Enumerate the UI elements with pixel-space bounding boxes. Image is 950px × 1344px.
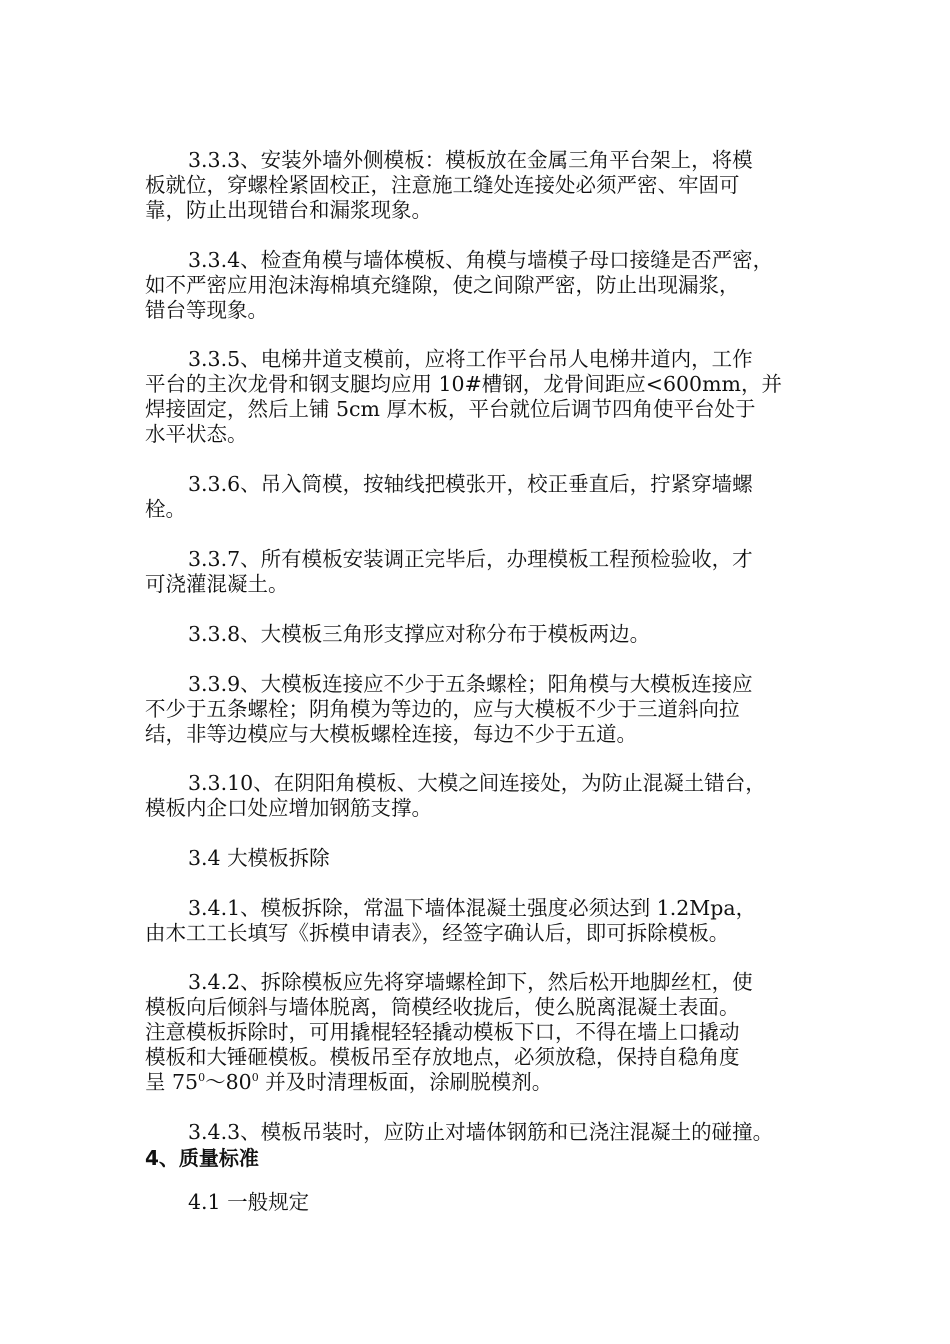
text-line: 模板和大锤砸模板。模板吊至存放地点，必须放稳，保持自稳角度: [145, 1045, 740, 1069]
text-line: 3.4.2、拆除模板应先将穿墙螺栓卸下，然后松开地脚丝杠，使: [188, 970, 753, 994]
paragraph-3-3-3: [145, 148, 813, 223]
text-line: 靠，防止出现错台和漏浆现象。: [145, 198, 432, 222]
text-line: 3.3.7、所有模板安装调正完毕后，办理模板工程预检验收，才: [188, 547, 753, 571]
text-line: 3.3.5、电梯井道支模前，应将工作平台吊人电梯井道内，工作: [188, 347, 753, 371]
section-heading-4: 4、质量标准: [145, 1146, 259, 1170]
paragraph-3-4-3: [145, 1120, 813, 1145]
text-line: 错台等现象。: [145, 298, 268, 322]
text-segment: 并及时清理板面，涂刷脱模剂。: [258, 1070, 553, 1094]
paragraph-3-3-8: [145, 622, 813, 647]
paragraph-3-3-9: [145, 672, 813, 747]
text-line: 注意模板拆除时，可用撬棍轻轻撬动模板下口，不得在墙上口撬动: [145, 1020, 740, 1044]
text-line: 板就位，穿螺栓紧固校正，注意施工缝处连接处必须严密、牢固可: [145, 173, 740, 197]
paragraph-3-3-6: [145, 472, 813, 522]
paragraph-3-3-10: [145, 771, 813, 821]
text-segment: ～80: [205, 1070, 252, 1094]
text-line: 结，非等边模应与大模板螺栓连接，每边不少于五道。: [145, 722, 637, 746]
paragraph-3-4-1: [145, 896, 813, 946]
text-line: 3.4.1、模板拆除，常温下墙体混凝土强度必须达到 1.2Mpa，: [188, 896, 757, 920]
text-line: 焊接固定，然后上铺 5cm 厚木板，平台就位后调节四角使平台处于: [145, 397, 756, 421]
text-line: 3.3.10、在阴阳角模板、大模之间连接处，为防止混凝土错台，: [188, 771, 766, 795]
subsection-title: 4.1 一般规定: [188, 1190, 310, 1214]
degree-superscript: 0: [251, 1071, 259, 1084]
text-line: 3.3.3、安装外墙外侧模板：模板放在金属三角平台架上，将模: [188, 148, 753, 172]
text-line: [145, 1070, 813, 1095]
text-line: 平台的主次龙骨和钢支腿均应用 10#槽钢，龙骨间距应<600mm，并: [145, 372, 782, 396]
text-line: 3.3.6、吊入筒模，按轴线把模张开，校正垂直后，拧紧穿墙螺: [188, 472, 753, 496]
text-line: 模板向后倾斜与墙体脱离，筒模经收拢后，使么脱离混凝土表面。: [145, 995, 740, 1019]
text-line: 3.3.9、大模板连接应不少于五条螺栓；阳角模与大模板连接应: [188, 672, 753, 696]
text-line: 模板内企口处应增加钢筋支撑。: [145, 796, 432, 820]
paragraph-4-1: [145, 1190, 813, 1215]
subsection-title: 3.4 大模板拆除: [188, 846, 330, 870]
paragraph-3-4-2: [145, 970, 813, 1095]
paragraph-3-3-7: [145, 547, 813, 597]
text-line: 不少于五条螺栓；阴角模为等边的，应与大模板不少于三道斜向拉: [145, 697, 740, 721]
text-line: 3.3.4、检查角模与墙体模板、角模与墙模子母口接缝是否严密，: [188, 248, 774, 272]
text-line: 可浇灌混凝土。: [145, 572, 289, 596]
paragraph-3-3-5: [145, 347, 813, 447]
degree-superscript: 0: [198, 1071, 206, 1084]
text-line: 如不严密应用泡沫海棉填充缝隙，使之间隙严密，防止出现漏浆，: [145, 273, 740, 297]
text-line: 3.4.3、模板吊装时，应防止对墙体钢筋和已浇注混凝土的碰撞。: [188, 1120, 774, 1144]
text-line: 水平状态。: [145, 422, 248, 446]
text-segment: 呈 75: [145, 1070, 199, 1094]
text-line: 由木工工长填写《拆模申请表》，经签字确认后，即可拆除模板。: [145, 921, 730, 945]
text-line: 栓。: [145, 497, 186, 521]
paragraph-3-4: [145, 846, 813, 871]
paragraph-3-3-4: [145, 248, 813, 323]
text-line: 3.3.8、大模板三角形支撑应对称分布于模板两边。: [188, 622, 651, 646]
